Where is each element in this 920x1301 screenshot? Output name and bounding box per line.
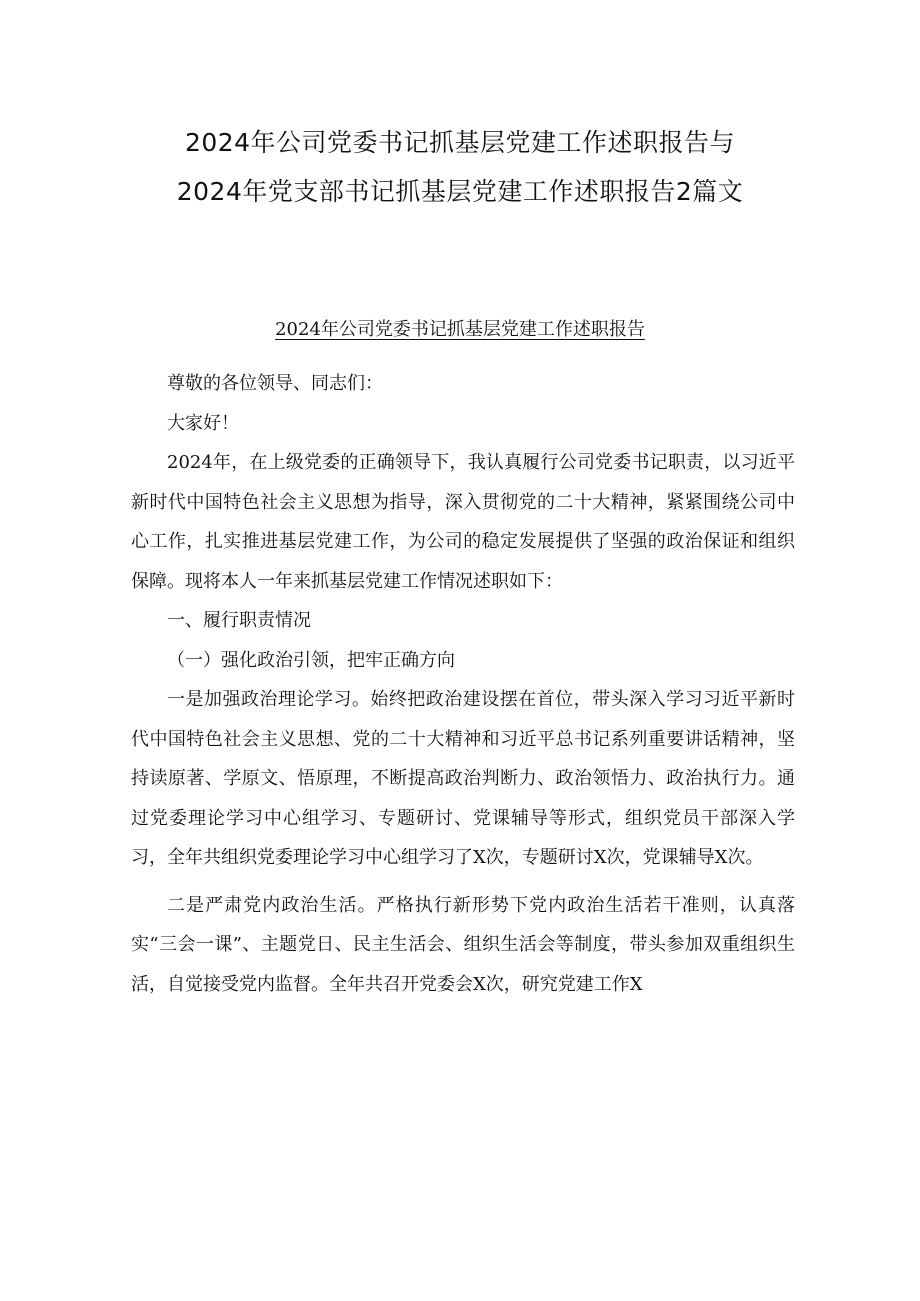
subheading-1: （一）强化政治引领，把牢正确方向 [167,649,455,671]
salutation: 尊敬的各位领导、同志们： [167,373,383,394]
document-title-line-1: 2024年公司党委书记抓基层党建工作述职报告与 [184,128,736,157]
greeting: 大家好！ [167,412,239,434]
intro-paragraph: 2024年，在上级党委的正确领导下，我认真履行公司党委书记职责，以习近平新时代中国特色社会主义思想为指导，深入贯彻党的二十大精神，紧紧围绕公司中心工作，扎实推进基层党建工作，为公司的稳定发展提供了坚强的政治保证和组织保障。现将本人一年来抓基层党建工作情况述职如下： [131,452,795,592]
paragraph-party-life: 二是严肃党内政治生活。严格执行新形势下党内政治生活若干准则，认真落实“三会一课”、主题党日、民主生活会、组织生活会等制度，带头参加双重组织生活，自觉接受党内监督。全年共召开党委会X次，研究党建工作X [131,894,795,995]
paragraph-political-study: 一是加强政治理论学习。始终把政治建设摆在首位，带头深入学习习近平新时代中国特色社会主义思想、党的二十大精神和习近平总书记系列重要讲话精神，坚持读原著、学原文、悟原理，不断提高政治判断力、政治领悟力、政治执行力。通过党委理论学习中心组学习、专题研讨、党课辅导等形式，组织党员干部深入学习，全年共组织党委理论学习中心组学习了X次，专题研讨X次，党课辅导X次。 [131,689,795,868]
heading-1: 一、履行职责情况 [167,610,311,631]
document-body [131,364,795,1004]
document-title-line-2: 2024年党支部书记抓基层党建工作述职报告2篇文 [176,177,744,206]
section-title-text: 2024年公司党委书记抓基层党建工作述职报告 [275,319,645,340]
document-title [0,118,920,216]
section-title [0,316,920,344]
